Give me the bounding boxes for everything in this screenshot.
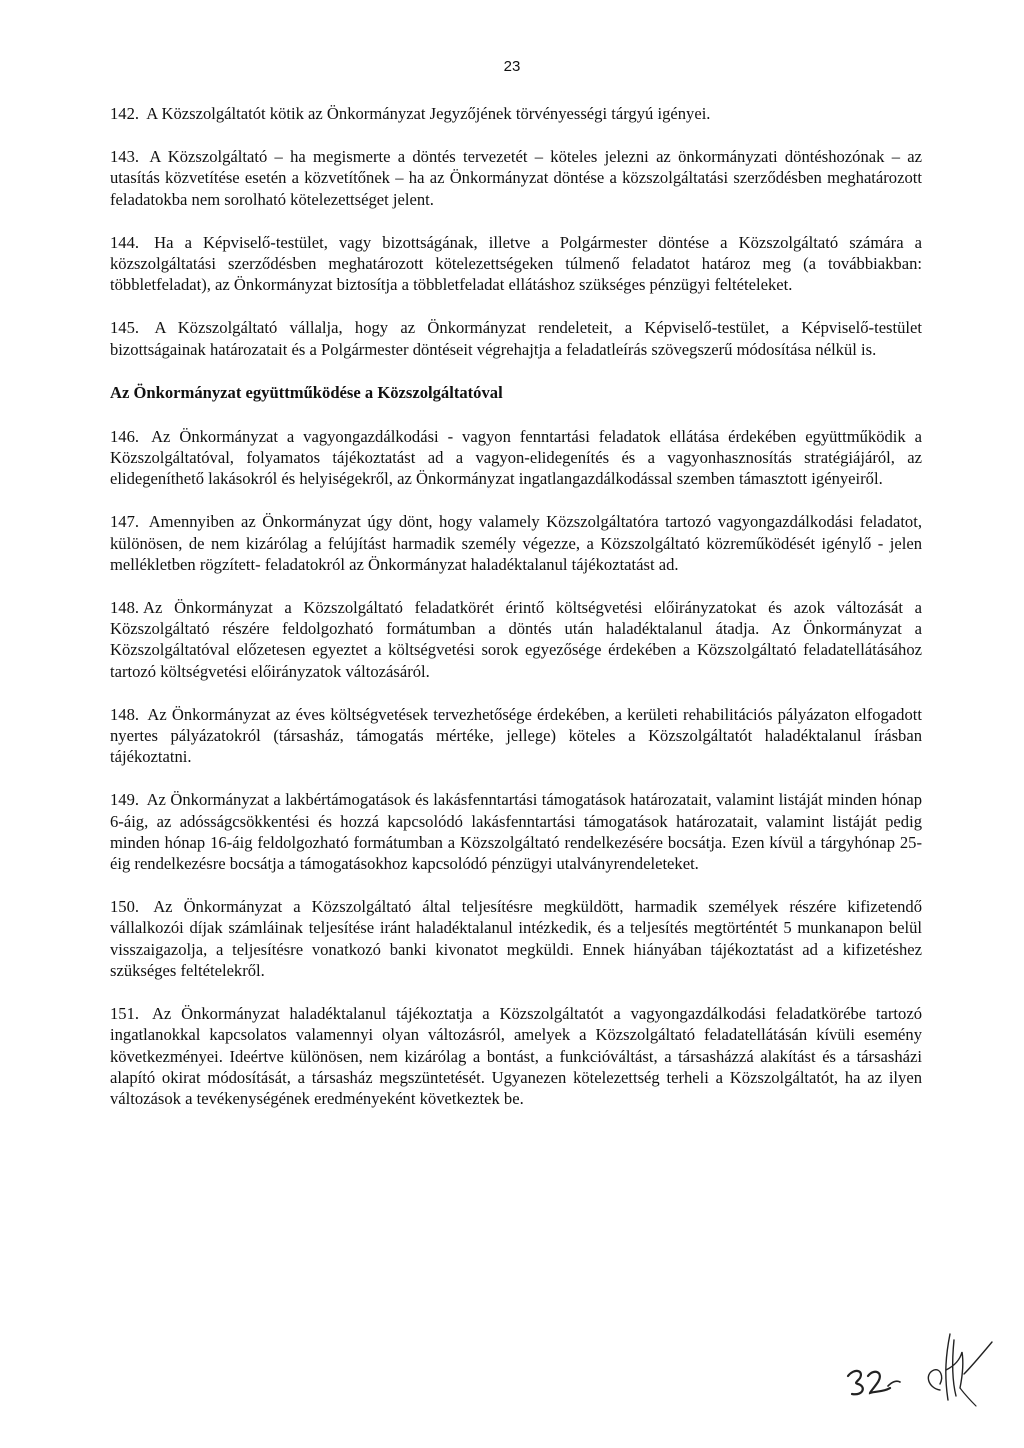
paragraph-number: 142.	[110, 104, 140, 123]
paragraph-text: A Közszolgáltató vállalja, hogy az Önkormányzat rendeleteit, a Képviselő-testület, a Képviselő-testület bizottságainak határozatait és a Polgármester döntéseit végrehajtja a feladatleírás szövegszerű módosítása nélkül is.	[110, 318, 923, 359]
paragraph-146	[110, 426, 922, 490]
paragraph-143	[110, 146, 922, 210]
paragraph-text: Az Önkormányzat a lakbértámogatások és lakásfenntartási támogatások határozatait, valamint listáját minden hónap 6-áig, az adósságcsökkentési és hozzá kapcsolódó lakásfenntartási támogatások határozatait, valamint listáját pedig minden hónap 16-áig feldolgozható formátumban a Közszolgáltató rendelkezésére bocsátja. Ezen kívül a tárgyhónap 25-éig rendelkezésre bocsátja a támogatásokhoz kapcsolódó pénzügyi utalványrendeleteket.	[110, 790, 923, 874]
paragraph-text: Az Önkormányzat az éves költségvetések tervezhetősége érdekében, a kerületi rehabilitációs pályázaton elfogadott nyertes pályázatokról (társasház, támogatás mértéke, jellege) köteles a Közszolgáltatót haladéktalanul írásban tájékoztatni.	[110, 704, 922, 767]
paragraph-number: 151.	[110, 1004, 140, 1024]
paragraph-number: 145.	[110, 318, 140, 338]
paragraph-text: Ha a Képviselő-testület, vagy bizottságának, illetve a Polgármester döntése a Közszolgáltató számára a közszolgáltatási szerződésben meghatározott kötelezettségeken túlmenő feladatot határoz meg (a továbbiakban: többletfeladat), az Önkormányzat biztosítja a többletfeladat ellátáshoz szükséges pénzügyi feltételeket.	[110, 232, 923, 295]
paragraph-number: 148.	[110, 598, 140, 618]
paragraph-149	[110, 789, 922, 874]
handwritten-page-number	[844, 1362, 904, 1402]
paragraph-145	[110, 317, 922, 359]
paragraph-text: Az Önkormányzat a vagyongazdálkodási - vagyon fenntartási feladatok ellátása érdekében együttműködik a Közszolgáltatóval, folyamatos tájékoztatást ad a vagyon-elidegenítés és a vagyonhasznosítás stratégiájáról, az elidegeníthető lakásokról és helyiségekről, az Önkormányzat ingatlangazdálkodással szemben támasztott igényeiről.	[110, 426, 922, 489]
paragraph-text: Az Önkormányzat a Közszolgáltató feladatkörét érintő költségvetési előirányzatokat és azok változását a Közszolgáltató részére feldolgozható formátumban a döntés után haladéktalanul átadja. Az Önkormányzat a Közszolgáltatóval előzetesen egyeztet a költségvetési sorok egyezősége érdekében a Közszolgáltató feladatellátásához tartozó költségvetési előirányzatok változásáról.	[110, 598, 922, 681]
paragraph-number: 143.	[110, 147, 140, 167]
paragraph-142	[110, 103, 922, 124]
section-heading: Az Önkormányzat együttműködése a Közszolgáltatóval	[110, 382, 503, 402]
paragraph-144	[110, 232, 922, 296]
paragraph-number: 149.	[110, 790, 140, 810]
paragraph-text: A Közszolgáltató – ha megismerte a döntés tervezetét – köteles jelezni az önkormányzati döntéshozónak – az utasítás közvetítése esetén a közvetítőnek – ha az Önkormányzat döntése a közszolgáltatási szerződésben meghatározott feladatokba nem sorolható kötelezettséget jelent.	[110, 147, 922, 209]
paragraph-number: 150.	[110, 897, 140, 917]
paragraph-148a	[110, 597, 922, 682]
paragraph-148b	[110, 704, 922, 768]
paragraph-text: Az Önkormányzat haladéktalanul tájékoztatja a Közszolgáltatót a vagyongazdálkodási feladatkörébe tartozó ingatlanokkal kapcsolatos valamennyi olyan változásról, amelyek a Közszolgáltató feladatellátásán kívüli esemény következményei. Ideértve különösen, nem kizárólag a bontást, a funkcióváltást, a társasházzá alakítást és a társasházi alapító okirat módosítását, a társasház megszüntetését. Ugyanezen kötelezettség terheli a Közszolgáltatót, ha az ilyen változások a tevékenységének eredményeként következtek be.	[110, 1004, 922, 1108]
signature	[910, 1330, 1010, 1410]
paragraph-number: 148.	[110, 704, 140, 724]
paragraph-number: 144.	[110, 232, 140, 252]
page-number: 23	[503, 58, 521, 75]
paragraph-text: Az Önkormányzat a Közszolgáltató által teljesítésre megküldött, harmadik személyek részére kifizetendő vállalkozói díjak számláinak teljesítése iránt haladéktalanul intézkedik, és a teljesítés megtörténtét 5 munkanapon belül visszaigazolja, a teljesítésre vonatkozó banki kivonatot megküldi. Ennek hiányában tájékoztatást ad a kifizetéshez szükséges feltételekről.	[110, 897, 923, 980]
paragraph-number: 147.	[110, 512, 140, 532]
paragraph-150	[110, 896, 922, 981]
document-body	[110, 103, 922, 1131]
paragraph-text: A Közszolgáltatót kötik az Önkormányzat Jegyzőjének törvényességi tárgyú igényei.	[146, 104, 711, 123]
paragraph-151	[110, 1003, 922, 1109]
paragraph-number: 146.	[110, 426, 140, 446]
paragraph-147	[110, 511, 922, 575]
paragraph-text: Amennyiben az Önkormányzat úgy dönt, hogy valamely Közszolgáltatóra tartozó vagyongazdálkodási feladatot, különösen, de nem kizárólag a felújítást harmadik személy végezze, a Közszolgáltató közreműködését igénylő - jelen mellékletben rögzített- feladatokról az Önkormányzat haladéktalanul tájékoztatást ad.	[110, 512, 922, 574]
